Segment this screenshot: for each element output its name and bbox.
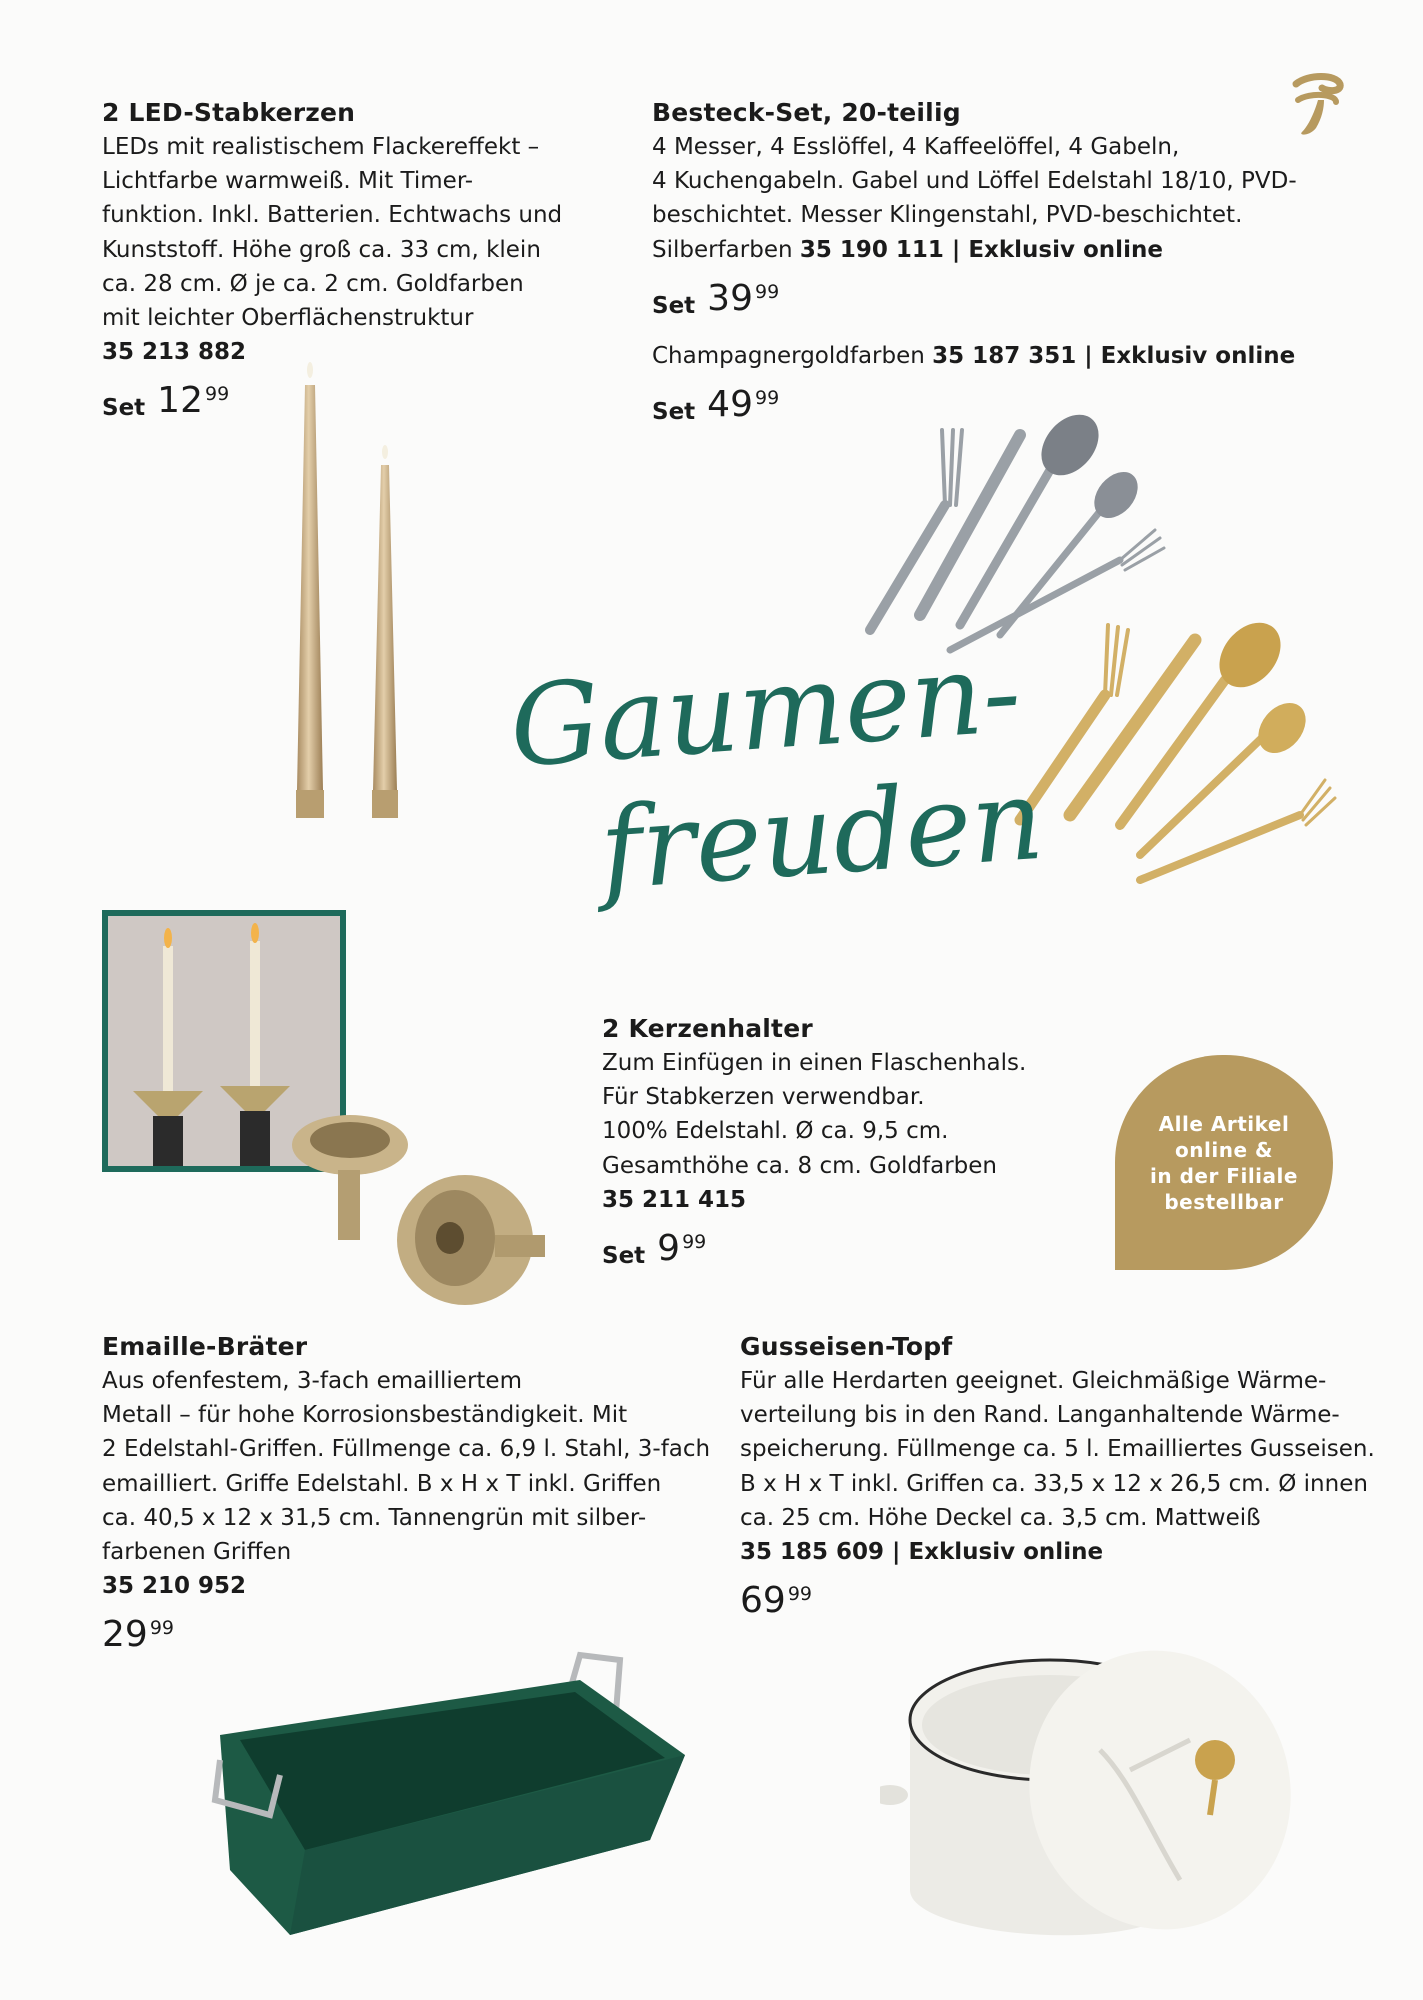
price	[652, 279, 1297, 319]
price-unit: Set	[602, 1243, 646, 1270]
product-cutlery-set	[652, 96, 1297, 425]
badge-line: bestellbar	[1164, 1189, 1284, 1214]
product-title: Besteck-Set, 20-teilig	[652, 98, 961, 127]
description-line: ca. 25 cm. Höhe Deckel ca. 3,5 cm. Mattweiß	[740, 1504, 1261, 1531]
description-line: Aus ofenfestem, 3-fach emailliertem	[102, 1368, 522, 1394]
price-main: 29	[102, 1614, 148, 1656]
led-candles-image	[285, 350, 420, 830]
badge-line: in der Filiale	[1150, 1163, 1298, 1188]
description-line: beschichtet. Messer Klingenstahl, PVD-beschichtet.	[652, 202, 1243, 229]
product-candle-holders	[602, 1012, 1026, 1269]
product-title: 2 Kerzenhalter	[602, 1014, 813, 1043]
tchibo-logo-icon[interactable]	[1288, 70, 1348, 140]
availability-badge	[1115, 1055, 1333, 1270]
description-line: Metall – für hohe Korrosionsbeständigkeit. Mit	[102, 1402, 628, 1429]
description-line: Zum Einfügen in einen Flaschenhals.	[602, 1050, 1027, 1076]
description-line: mit leichter Oberflächenstruktur	[102, 305, 474, 332]
price-unit: Set	[652, 292, 696, 319]
price-main: 12	[157, 380, 203, 422]
description-line: verteilung bis in den Rand. Langanhaltende Wärme-	[740, 1402, 1340, 1429]
candle-holders-image	[280, 1100, 560, 1310]
price-unit: Set	[652, 399, 696, 426]
variant-label: Silberfarben	[652, 236, 793, 263]
product-description	[602, 1046, 1026, 1217]
description-line: 2 Edelstahl-Griffen. Füllmenge ca. 6,9 l. Stahl, 3-fach	[102, 1436, 711, 1463]
price-main: 39	[707, 277, 753, 319]
description-line: Gesamthöhe ca. 8 cm. Goldfarben	[602, 1152, 997, 1179]
price-cents: 99	[754, 387, 780, 410]
description-line: Kunststoff. Höhe groß ca. 33 cm, klein	[102, 236, 541, 263]
price	[740, 1581, 1375, 1621]
price-cents: 99	[204, 383, 230, 406]
headline-line-2: freuden	[596, 754, 1048, 916]
description-line: LEDs mit realistischem Flackereffekt –	[102, 134, 540, 160]
article-number: 35 211 415	[602, 1186, 747, 1213]
price-unit: Set	[102, 395, 146, 422]
description-line: speicherung. Füllmenge ca. 5 l. Emailliertes Gusseisen.	[740, 1436, 1375, 1463]
product-description	[102, 130, 562, 369]
article-number: 35 185 609 | Exklusiv online	[740, 1539, 1104, 1566]
headline-line-1: Gaumen-	[506, 627, 1025, 793]
description-line: farbenen Griffen	[102, 1539, 292, 1566]
price-main: 49	[707, 384, 753, 426]
description-line: B x H x T inkl. Griffen ca. 33,5 x 12 x 26,5 cm. Ø innen	[740, 1470, 1368, 1497]
price-cents: 99	[682, 1231, 707, 1254]
price-cents: 99	[149, 1617, 174, 1640]
variant-label: Champagnergoldfarben	[652, 342, 925, 369]
price	[602, 1229, 1026, 1269]
product-description	[740, 1364, 1375, 1569]
article-number: 35 210 952	[102, 1573, 247, 1600]
product-title: Gusseisen-Topf	[740, 1332, 953, 1361]
price-cents: 99	[787, 1583, 812, 1606]
description-line: emailliert. Griffe Edelstahl. B x H x T inkl. Griffen	[102, 1470, 662, 1497]
description-line: 100% Edelstahl. Ø ca. 9,5 cm.	[602, 1118, 949, 1145]
badge-line: Alle Artikel	[1158, 1111, 1290, 1136]
description-line: 4 Kuchengabeln. Gabel und Löffel Edelstahl 18/10, PVD-	[652, 168, 1297, 195]
gold-cutlery-image	[1010, 610, 1340, 890]
article-number: 35 213 882	[102, 339, 247, 366]
price-main: 69	[740, 1580, 786, 1622]
description-line: Für alle Herdarten geeignet. Gleichmäßige Wärme-	[740, 1368, 1327, 1394]
description-line: 4 Messer, 4 Esslöffel, 4 Kaffeelöffel, 4 Gabeln,	[652, 134, 1180, 160]
product-description	[652, 130, 1297, 267]
description-line: funktion. Inkl. Batterien. Echtwachs und	[102, 202, 563, 229]
product-title: Emaille-Bräter	[102, 1332, 308, 1361]
product-title: 2 LED-Stabkerzen	[102, 98, 356, 127]
description-line: Lichtfarbe warmweiß. Mit Timer-	[102, 168, 474, 195]
article-number: 35 187 351 | Exklusiv online	[932, 342, 1296, 369]
variant-gold	[652, 339, 1297, 373]
description-line: Für Stabkerzen verwendbar.	[602, 1084, 925, 1111]
badge-line: online &	[1175, 1137, 1273, 1162]
price-main: 9	[657, 1228, 681, 1270]
description-line: ca. 40,5 x 12 x 31,5 cm. Tannengrün mit silber-	[102, 1504, 647, 1531]
description-line: ca. 28 cm. Ø je ca. 2 cm. Goldfarben	[102, 270, 524, 297]
price-cents: 99	[754, 280, 780, 303]
article-number: 35 190 111 | Exklusiv online	[799, 236, 1163, 263]
product-description	[102, 1364, 710, 1603]
white-pot-image	[880, 1640, 1320, 1980]
product-cast-iron-pot	[740, 1330, 1375, 1621]
green-roaster-image	[210, 1640, 690, 1950]
product-roaster	[102, 1330, 710, 1655]
variant-silver	[652, 233, 1297, 267]
